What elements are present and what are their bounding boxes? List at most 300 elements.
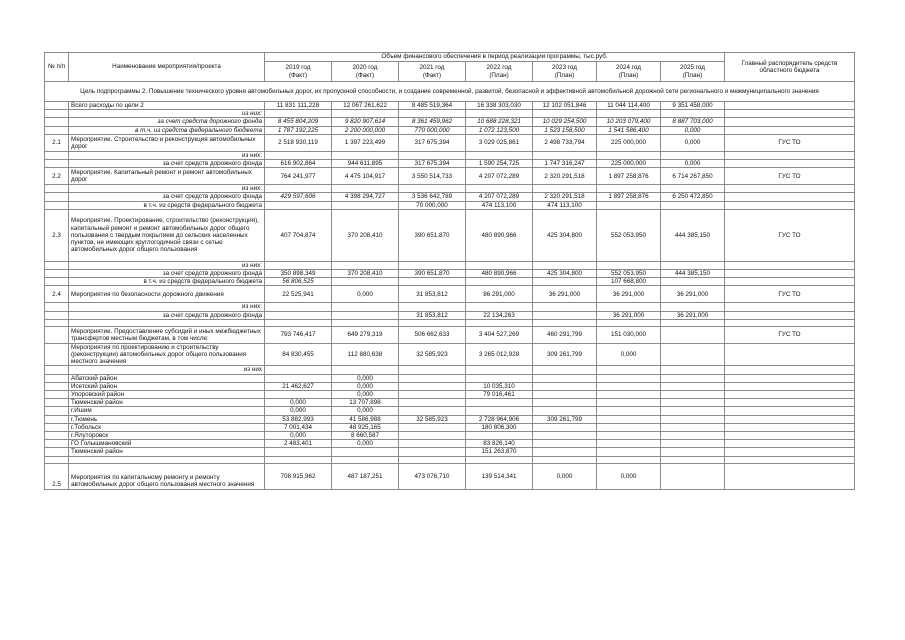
column-header-year bbox=[661, 62, 725, 82]
row-value bbox=[597, 366, 661, 374]
row-number bbox=[45, 456, 69, 463]
row-value bbox=[661, 366, 725, 374]
column-header-year bbox=[533, 62, 597, 82]
row-value: 370 208,410 bbox=[332, 270, 399, 278]
row-value bbox=[661, 261, 725, 269]
row-number bbox=[45, 415, 69, 423]
row-value bbox=[533, 423, 597, 431]
row-number bbox=[45, 311, 69, 319]
row-value: 708 915,962 bbox=[265, 463, 332, 489]
row-value: 225 000,000 bbox=[597, 160, 661, 168]
row-value: 473 076,710 bbox=[399, 463, 466, 489]
year-kind: (План) bbox=[682, 71, 703, 79]
row-distributor bbox=[725, 463, 855, 489]
row-name: из них: bbox=[69, 110, 265, 118]
row-value bbox=[466, 151, 533, 159]
row-value bbox=[661, 432, 725, 440]
table-row bbox=[45, 311, 855, 319]
row-value: 32 585,923 bbox=[399, 415, 466, 423]
row-name: Исетский район bbox=[69, 382, 265, 390]
row-value bbox=[661, 407, 725, 415]
row-value: 480 890,966 bbox=[466, 270, 533, 278]
row-distributor: ГУС ТО bbox=[725, 209, 855, 261]
row-value: 0,000 bbox=[332, 382, 399, 390]
row-value bbox=[466, 399, 533, 407]
table-row bbox=[45, 326, 855, 343]
row-value bbox=[661, 448, 725, 456]
table-row bbox=[45, 193, 855, 201]
year-kind: (Факт) bbox=[288, 71, 308, 79]
row-value bbox=[332, 311, 399, 319]
row-value: 70 000,000 bbox=[399, 201, 466, 209]
row-value bbox=[265, 110, 332, 118]
row-value: 425 304,800 bbox=[533, 270, 597, 278]
row-number bbox=[45, 432, 69, 440]
table-row bbox=[45, 278, 855, 286]
table-row bbox=[45, 391, 855, 399]
row-value: 444 385,150 bbox=[661, 270, 725, 278]
row-value bbox=[533, 448, 597, 456]
row-distributor bbox=[725, 407, 855, 415]
row-value: 3 265 012,928 bbox=[466, 343, 533, 366]
column-header-year bbox=[332, 62, 399, 82]
row-value: 1 787 192,225 bbox=[265, 126, 332, 134]
row-value: 429 597,606 bbox=[265, 193, 332, 201]
table-row bbox=[45, 102, 855, 110]
row-number bbox=[45, 102, 69, 110]
row-value bbox=[661, 151, 725, 159]
row-value bbox=[265, 374, 332, 382]
row-distributor bbox=[725, 448, 855, 456]
row-value bbox=[466, 185, 533, 193]
row-value bbox=[597, 399, 661, 407]
table-row bbox=[45, 432, 855, 440]
row-value: 0,000 bbox=[332, 407, 399, 415]
row-value bbox=[332, 319, 399, 326]
row-value: 4 475 104,917 bbox=[332, 168, 399, 185]
row-value: 2 200 000,000 bbox=[332, 126, 399, 134]
row-value: 11 044 114,400 bbox=[597, 102, 661, 110]
row-value: 3 029 025,861 bbox=[466, 134, 533, 151]
row-value: 12 102 051,846 bbox=[533, 102, 597, 110]
row-name: Мероприятия по безопасности дорожного движения bbox=[69, 286, 265, 303]
row-value bbox=[399, 319, 466, 326]
row-value: 0,000 bbox=[597, 463, 661, 489]
row-value bbox=[399, 261, 466, 269]
row-value bbox=[661, 423, 725, 431]
row-name: Мероприятия по капитальному ремонту и ремонту автомобильных дорог общего пользования местного значения bbox=[69, 463, 265, 489]
row-value: 9 351 458,000 bbox=[661, 102, 725, 110]
row-name: в т.ч. из средств федерального бюджета bbox=[69, 201, 265, 209]
row-value bbox=[597, 415, 661, 423]
row-value bbox=[597, 151, 661, 159]
row-value bbox=[661, 399, 725, 407]
table-row bbox=[45, 415, 855, 423]
row-value: 10 203 079,400 bbox=[597, 118, 661, 126]
row-value bbox=[661, 278, 725, 286]
row-number bbox=[45, 423, 69, 431]
row-value: 474 113,100 bbox=[533, 201, 597, 209]
row-value: 225 000,000 bbox=[597, 134, 661, 151]
row-name: за счет средств дорожного фонда bbox=[69, 311, 265, 319]
row-value: 0,000 bbox=[661, 134, 725, 151]
row-value: 8 455 804,209 bbox=[265, 118, 332, 126]
row-value bbox=[466, 456, 533, 463]
table-row bbox=[45, 261, 855, 269]
row-value: 9 820 907,614 bbox=[332, 118, 399, 126]
row-value: 79 016,461 bbox=[466, 391, 533, 399]
row-value: 53 882,993 bbox=[265, 415, 332, 423]
row-value bbox=[597, 374, 661, 382]
row-value: 1 541 586,400 bbox=[597, 126, 661, 134]
row-value bbox=[399, 303, 466, 311]
row-value bbox=[399, 440, 466, 448]
row-value bbox=[597, 185, 661, 193]
row-value bbox=[332, 201, 399, 209]
row-value bbox=[597, 432, 661, 440]
year-label: 2022 год bbox=[486, 64, 512, 72]
row-value: 21 462,627 bbox=[265, 382, 332, 390]
row-value bbox=[661, 456, 725, 463]
row-distributor bbox=[725, 193, 855, 201]
row-value: 41 586,988 bbox=[332, 415, 399, 423]
row-value: 13 707,898 bbox=[332, 399, 399, 407]
row-name bbox=[69, 319, 265, 326]
row-number bbox=[45, 382, 69, 390]
row-value: 151 263,870 bbox=[466, 448, 533, 456]
row-value: 6 250 472,850 bbox=[661, 193, 725, 201]
row-value bbox=[597, 303, 661, 311]
row-name: Мероприятие. Строительство и реконструкция автомобильных дорог bbox=[69, 134, 265, 151]
year-kind: (Факт) bbox=[422, 71, 442, 79]
row-distributor bbox=[725, 118, 855, 126]
table-row bbox=[45, 366, 855, 374]
row-value: 8 361 459,962 bbox=[399, 118, 466, 126]
row-value: 8 660,587 bbox=[332, 432, 399, 440]
row-value bbox=[661, 440, 725, 448]
row-value bbox=[399, 366, 466, 374]
row-value: 474 113,100 bbox=[466, 201, 533, 209]
year-label: 2021 год bbox=[419, 64, 445, 72]
row-number bbox=[45, 448, 69, 456]
table-row bbox=[45, 463, 855, 489]
row-distributor bbox=[725, 456, 855, 463]
column-header-year bbox=[597, 62, 661, 82]
row-distributor bbox=[725, 160, 855, 168]
table-row bbox=[45, 286, 855, 303]
row-value bbox=[597, 440, 661, 448]
table-row bbox=[45, 201, 855, 209]
row-value: 480 890,966 bbox=[466, 209, 533, 261]
row-number: 2.3 bbox=[45, 209, 69, 261]
row-value: 112 880,638 bbox=[332, 343, 399, 366]
row-value bbox=[399, 407, 466, 415]
row-value: 616 902,864 bbox=[265, 160, 332, 168]
row-value bbox=[661, 110, 725, 118]
row-value: 83 826,140 bbox=[466, 440, 533, 448]
row-value: 84 830,455 bbox=[265, 343, 332, 366]
row-value: 10 688 228,321 bbox=[466, 118, 533, 126]
row-value bbox=[399, 185, 466, 193]
row-number bbox=[45, 326, 69, 343]
row-number bbox=[45, 319, 69, 326]
row-distributor bbox=[725, 319, 855, 326]
year-kind: (План) bbox=[489, 71, 509, 79]
row-number: 2.5 bbox=[45, 463, 69, 489]
row-value bbox=[265, 391, 332, 399]
row-value: 317 675,394 bbox=[399, 134, 466, 151]
row-value: 48 925,165 bbox=[332, 423, 399, 431]
table-row bbox=[45, 209, 855, 261]
row-value: 1 397 223,499 bbox=[332, 134, 399, 151]
table-row bbox=[45, 110, 855, 118]
row-value: 1 897 258,876 bbox=[597, 168, 661, 185]
row-value: 0,000 bbox=[661, 126, 725, 134]
row-value bbox=[597, 448, 661, 456]
column-header-name: Наименование мероприятия/проекта bbox=[69, 53, 265, 82]
row-value bbox=[661, 463, 725, 489]
row-value bbox=[533, 399, 597, 407]
table-row bbox=[45, 134, 855, 151]
row-value bbox=[399, 374, 466, 382]
row-distributor: ГУС ТО bbox=[725, 168, 855, 185]
row-value bbox=[533, 261, 597, 269]
row-value: 31 853,812 bbox=[399, 286, 466, 303]
year-label: 2024 год bbox=[616, 64, 641, 72]
row-value bbox=[661, 319, 725, 326]
row-value bbox=[466, 261, 533, 269]
row-value: 1 590 254,725 bbox=[466, 160, 533, 168]
row-value bbox=[533, 407, 597, 415]
row-value: 944 611,895 bbox=[332, 160, 399, 168]
row-value: 32 585,923 bbox=[399, 343, 466, 366]
row-value bbox=[597, 319, 661, 326]
year-kind: (План) bbox=[554, 71, 575, 79]
row-value: 1 072 123,500 bbox=[466, 126, 533, 134]
row-value: 487 187,251 bbox=[332, 463, 399, 489]
row-number bbox=[45, 110, 69, 118]
row-value: 86 291,000 bbox=[466, 286, 533, 303]
row-value bbox=[597, 201, 661, 209]
row-distributor bbox=[725, 126, 855, 134]
year-label: 2023 год bbox=[552, 64, 577, 72]
year-label: 2019 год bbox=[285, 64, 311, 72]
row-distributor bbox=[725, 151, 855, 159]
row-value: 31 853,812 bbox=[399, 311, 466, 319]
row-distributor bbox=[725, 423, 855, 431]
row-number bbox=[45, 391, 69, 399]
row-value bbox=[265, 456, 332, 463]
row-value: 407 704,874 bbox=[265, 209, 332, 261]
row-distributor bbox=[725, 432, 855, 440]
row-name: из них bbox=[69, 366, 265, 374]
row-value: 0,000 bbox=[597, 343, 661, 366]
row-value bbox=[597, 391, 661, 399]
row-name: г.Ялуторовск bbox=[69, 432, 265, 440]
row-value bbox=[661, 374, 725, 382]
row-value bbox=[332, 278, 399, 286]
row-value bbox=[332, 366, 399, 374]
row-value bbox=[466, 319, 533, 326]
row-value bbox=[332, 303, 399, 311]
row-distributor bbox=[725, 374, 855, 382]
row-value: 506 662,633 bbox=[399, 326, 466, 343]
row-distributor bbox=[725, 278, 855, 286]
row-value: 7 001,434 bbox=[265, 423, 332, 431]
table-row bbox=[45, 270, 855, 278]
row-value bbox=[399, 151, 466, 159]
year-kind: (Факт) bbox=[355, 71, 375, 79]
row-value bbox=[399, 382, 466, 390]
row-name: Упоровский район bbox=[69, 391, 265, 399]
row-name: Мероприятие. Проектирование, строительство (реконструкция), капитальный ремонт и ремонт автомобильных дорог общего пользования с твердым покрытием до сельских населенных пунктов, не имеющих круглогодичной связи с сетью автомобильных дорог общего пользования bbox=[69, 209, 265, 261]
row-value bbox=[597, 423, 661, 431]
row-value bbox=[332, 456, 399, 463]
row-value bbox=[597, 110, 661, 118]
row-value: 56 806,525 bbox=[265, 278, 332, 286]
row-value bbox=[265, 261, 332, 269]
table-row bbox=[45, 374, 855, 382]
row-name: в т.ч. из средств федерального бюджета bbox=[69, 126, 265, 134]
row-number bbox=[45, 440, 69, 448]
row-value bbox=[399, 432, 466, 440]
column-header-distributor: Главный распорядитель средств областного бюджета bbox=[725, 53, 855, 82]
row-value: 425 304,800 bbox=[533, 209, 597, 261]
year-label: 2025 год bbox=[680, 64, 705, 72]
row-name: г.Тюмень bbox=[69, 415, 265, 423]
row-name: из них: bbox=[69, 303, 265, 311]
row-distributor: ГУС ТО bbox=[725, 134, 855, 151]
goal-row: Цель подпрограммы 2. Повышение технического уровня автомобильных дорог, их пропускной способности, и создание современной, развитой, безопасной и эффективной автомобильной дорожной сети регионального и межмуниципального значения bbox=[45, 82, 855, 102]
year-label: 2020 год bbox=[352, 64, 378, 72]
row-value bbox=[332, 261, 399, 269]
row-value: 2 320 291,518 bbox=[533, 168, 597, 185]
row-value: 3 536 642,789 bbox=[399, 193, 466, 201]
row-value bbox=[399, 391, 466, 399]
row-value bbox=[399, 399, 466, 407]
row-value bbox=[661, 201, 725, 209]
row-name: Тюменский район bbox=[69, 448, 265, 456]
row-value: 370 208,410 bbox=[332, 209, 399, 261]
row-value bbox=[533, 456, 597, 463]
row-distributor bbox=[725, 343, 855, 366]
row-value: 2 320 291,518 bbox=[533, 193, 597, 201]
row-value bbox=[533, 303, 597, 311]
row-distributor bbox=[725, 399, 855, 407]
row-value bbox=[661, 303, 725, 311]
row-value: 460 291,799 bbox=[533, 326, 597, 343]
row-distributor bbox=[725, 261, 855, 269]
row-value: 2 483,401 bbox=[265, 440, 332, 448]
row-value bbox=[533, 391, 597, 399]
row-value: 552 053,950 bbox=[597, 209, 661, 261]
row-distributor bbox=[725, 270, 855, 278]
row-value: 11 831 111,228 bbox=[265, 102, 332, 110]
row-value: 350 898,349 bbox=[265, 270, 332, 278]
row-value bbox=[533, 110, 597, 118]
row-value bbox=[332, 185, 399, 193]
row-value bbox=[597, 407, 661, 415]
row-value: 317 675,394 bbox=[399, 160, 466, 168]
row-value: 0,000 bbox=[265, 399, 332, 407]
row-value bbox=[597, 382, 661, 390]
row-value bbox=[265, 303, 332, 311]
row-value bbox=[466, 110, 533, 118]
row-value bbox=[533, 278, 597, 286]
row-value: 22 525,941 bbox=[265, 286, 332, 303]
row-number bbox=[45, 374, 69, 382]
row-value bbox=[265, 151, 332, 159]
row-value bbox=[332, 151, 399, 159]
row-value bbox=[466, 432, 533, 440]
row-value bbox=[466, 278, 533, 286]
row-value bbox=[466, 374, 533, 382]
row-value bbox=[399, 278, 466, 286]
row-number bbox=[45, 407, 69, 415]
table-row bbox=[45, 126, 855, 134]
row-distributor bbox=[725, 440, 855, 448]
row-name: за счет средств дорожного фонда bbox=[69, 118, 265, 126]
row-number bbox=[45, 303, 69, 311]
row-number bbox=[45, 126, 69, 134]
row-number: 2.4 bbox=[45, 286, 69, 303]
row-name: в т.ч. из средств федерального бюджета bbox=[69, 278, 265, 286]
row-name: г.Тобольск bbox=[69, 423, 265, 431]
row-value: 22 134,263 bbox=[466, 311, 533, 319]
row-name: Мероприятия по проектированию и строительству (реконструкции) автомобильных дорог общего пользования местного значения bbox=[69, 343, 265, 366]
row-name: Всего расходы по цели 2 bbox=[69, 102, 265, 110]
row-value: 0,000 bbox=[332, 286, 399, 303]
row-value: 3 550 514,733 bbox=[399, 168, 466, 185]
table-row bbox=[45, 456, 855, 463]
row-value: 0,000 bbox=[332, 391, 399, 399]
row-distributor bbox=[725, 102, 855, 110]
row-value: 1 897 258,876 bbox=[597, 193, 661, 201]
row-value: 4 398 294,727 bbox=[332, 193, 399, 201]
row-value bbox=[533, 432, 597, 440]
row-value: 10 029 254,500 bbox=[533, 118, 597, 126]
row-name: Мероприятие. Капитальный ремонт и ремонт автомобильных дорог bbox=[69, 168, 265, 185]
row-number bbox=[45, 270, 69, 278]
row-value: 139 514,341 bbox=[466, 463, 533, 489]
row-value: 0,000 bbox=[265, 407, 332, 415]
row-value bbox=[399, 110, 466, 118]
row-distributor: ГУС ТО bbox=[725, 326, 855, 343]
row-value bbox=[265, 201, 332, 209]
row-value bbox=[661, 326, 725, 343]
row-name: Мероприятие. Предоставление субсидий и иных межбюджетных трансфертов местным бюджетам, в том числе: bbox=[69, 326, 265, 343]
table-row bbox=[45, 382, 855, 390]
row-value: 2 518 930,119 bbox=[265, 134, 332, 151]
column-header-year bbox=[399, 62, 466, 82]
row-value bbox=[265, 448, 332, 456]
row-value: 793 746,417 bbox=[265, 326, 332, 343]
row-value bbox=[661, 382, 725, 390]
row-number bbox=[45, 118, 69, 126]
row-name: г.Ишим bbox=[69, 407, 265, 415]
row-value bbox=[399, 448, 466, 456]
row-value bbox=[265, 311, 332, 319]
row-value bbox=[661, 343, 725, 366]
row-value bbox=[533, 311, 597, 319]
row-number bbox=[45, 193, 69, 201]
row-value: 390 651,870 bbox=[399, 209, 466, 261]
table-row bbox=[45, 423, 855, 431]
row-value: 0,000 bbox=[533, 463, 597, 489]
row-value: 552 053,950 bbox=[597, 270, 661, 278]
row-name: из них: bbox=[69, 151, 265, 159]
row-value: 444 385,150 bbox=[661, 209, 725, 261]
